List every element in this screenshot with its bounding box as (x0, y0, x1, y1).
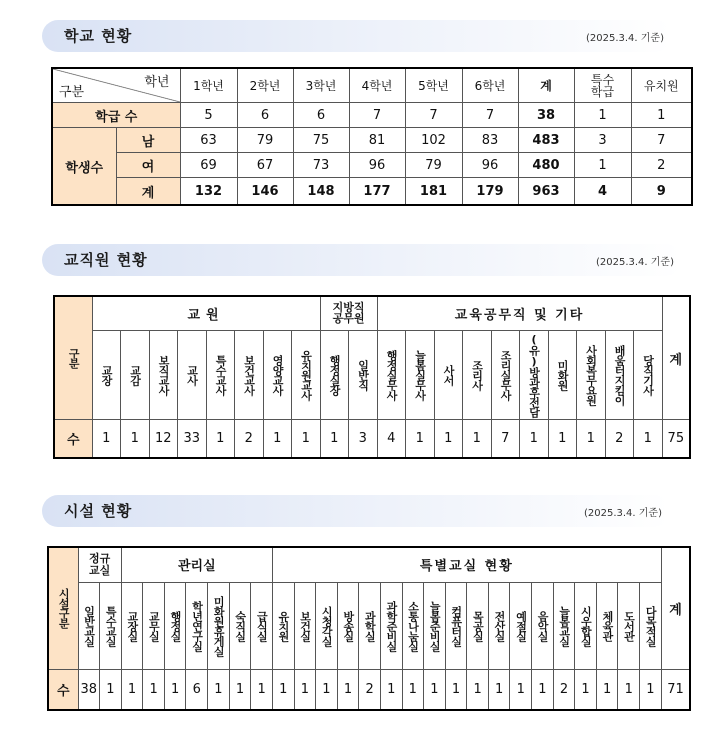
facility-value-cell: 1 (640, 669, 662, 710)
school-col-header: 특수 학급 (574, 68, 631, 103)
staff-col-header (548, 330, 577, 420)
student-cell: 7 (631, 128, 692, 153)
facility-col-header (402, 582, 424, 669)
facility-value-cell: 1 (121, 669, 143, 710)
staff-col-header (520, 330, 549, 420)
facility-total-cell: 71 (661, 669, 690, 710)
corner-grade-label: 학년 (144, 75, 170, 90)
facility-col-label: 급식실 (255, 610, 269, 641)
facility-category-cell (48, 547, 78, 669)
staff-col-header (377, 330, 406, 420)
staff-value-cell: 33 (178, 420, 207, 458)
staff-value-cell: 1 (520, 420, 549, 458)
school-section-banner (42, 20, 672, 52)
facility-section-title: 시설 현황 (64, 502, 133, 520)
facility-col-header (488, 582, 510, 669)
facility-col-label: 다목적실 (644, 605, 658, 646)
staff-col-header (92, 330, 121, 420)
student-total-cell: 4 (574, 178, 631, 205)
facility-col-header (143, 582, 165, 669)
class-count-cell: 7 (405, 103, 462, 128)
facility-section-date: (2025.3.4. 기준) (583, 508, 662, 519)
staff-value-cell: 1 (548, 420, 577, 458)
student-cell: 75 (293, 128, 349, 153)
staff-value-cell: 1 (92, 420, 121, 458)
school-table (51, 67, 693, 206)
facility-col-label: 과학실 (363, 610, 377, 641)
student-row-label: 계 (116, 178, 180, 205)
facility-col-label: 예절실 (514, 610, 528, 641)
facility-col-label: 시청각실 (320, 605, 334, 646)
staff-col-header (491, 330, 520, 420)
student-cell: 1 (574, 153, 631, 178)
student-cell: 83 (462, 128, 518, 153)
facility-col-header (251, 582, 273, 669)
facility-col-header (380, 582, 402, 669)
facility-value-cell: 2 (359, 669, 381, 710)
staff-value-cell: 1 (263, 420, 292, 458)
class-count-cell: 38 (518, 103, 574, 128)
facility-col-label: 방송실 (341, 610, 355, 641)
school-class-row (52, 103, 692, 128)
facility-col-header (208, 582, 230, 669)
staff-col-label: 행정실무사 (385, 349, 399, 400)
facility-value-cell: 1 (337, 669, 359, 710)
staff-col-label: 미화원 (556, 359, 570, 390)
facility-col-label: 행정실 (168, 610, 182, 641)
student-total-cell: 179 (462, 178, 518, 205)
staff-value-cell: 1 (121, 420, 150, 458)
staff-col-label: 행정실장 (328, 354, 342, 395)
school-header-row (52, 68, 692, 103)
facility-table (47, 546, 691, 711)
student-total-cell: 148 (293, 178, 349, 205)
staff-category-label: 구분 (67, 348, 81, 369)
staff-col-header (292, 330, 321, 420)
staff-col-label: 조리실무사 (499, 349, 513, 400)
facility-col-label: 전산실 (492, 610, 506, 641)
class-count-label: 학급 수 (52, 103, 180, 128)
facility-value-cell: 1 (294, 669, 316, 710)
student-cell: 483 (518, 128, 574, 153)
facility-col-header (121, 582, 143, 669)
staff-section-title: 교직원 현황 (64, 251, 148, 269)
facility-value-cell: 1 (208, 669, 230, 710)
staff-value-cell: 4 (377, 420, 406, 458)
facility-col-header (510, 582, 532, 669)
facility-value-cell: 1 (510, 669, 532, 710)
staff-value-cell: 1 (434, 420, 463, 458)
staff-col-header (320, 330, 349, 420)
staff-col-label: 유치원교사 (299, 349, 313, 400)
student-total-cell: 177 (349, 178, 405, 205)
facility-col-header (359, 582, 381, 669)
facility-value-cell: 1 (445, 669, 467, 710)
staff-value-cell: 1 (577, 420, 606, 458)
facility-col-header (337, 582, 359, 669)
staff-value-cell: 1 (292, 420, 321, 458)
facility-value-row (48, 669, 690, 710)
facility-col-header (294, 582, 316, 669)
class-count-cell: 7 (349, 103, 405, 128)
staff-value-cell: 1 (206, 420, 235, 458)
staff-col-header (406, 330, 435, 420)
student-cell: 63 (180, 128, 237, 153)
staff-section-date: (2025.3.4. 기준) (595, 257, 674, 268)
facility-value-cell: 1 (316, 669, 338, 710)
facility-col-label: 늘봄교실 (557, 605, 571, 646)
facility-col-label: 특수교실 (104, 605, 118, 646)
student-cell: 67 (237, 153, 293, 178)
facility-col-header (316, 582, 338, 669)
facility-col-header (532, 582, 554, 669)
facility-col-header (553, 582, 575, 669)
staff-col-header (206, 330, 235, 420)
staff-value-cell: 1 (320, 420, 349, 458)
staff-col-header (349, 330, 378, 420)
facility-value-cell: 1 (488, 669, 510, 710)
facility-value-cell: 1 (164, 669, 186, 710)
staff-col-label: 일반직 (356, 359, 370, 390)
staff-col-header (463, 330, 492, 420)
staff-col-header (121, 330, 150, 420)
staff-row-label: 수 (54, 420, 92, 458)
student-cell: 79 (237, 128, 293, 153)
student-total-cell: 132 (180, 178, 237, 205)
staff-group-teachers: 교원 (92, 296, 320, 330)
facility-col-label: 체육관 (600, 610, 614, 641)
staff-col-header (178, 330, 207, 420)
facility-category-label: 시설구분 (57, 588, 71, 629)
staff-col-label: 배움터지킴이 (613, 344, 627, 405)
staff-group-edu: 교육공무직 및 기타 (377, 296, 662, 330)
class-count-cell: 6 (237, 103, 293, 128)
facility-col-header (575, 582, 597, 669)
facility-col-header (229, 582, 251, 669)
student-total-cell: 146 (237, 178, 293, 205)
staff-group-local: 지방직 공무원 (320, 296, 377, 330)
facility-col-label: 음악실 (536, 610, 550, 641)
facility-col-label: 일반교실 (82, 605, 96, 646)
school-col-header: 유치원 (631, 68, 692, 103)
school-student-total-row (52, 178, 692, 205)
staff-col-label: 조리사 (470, 359, 484, 390)
staff-col-header (434, 330, 463, 420)
student-cell: 96 (349, 153, 405, 178)
staff-value-cell: 1 (634, 420, 663, 458)
class-count-cell: 6 (293, 103, 349, 128)
student-total-cell: 181 (405, 178, 462, 205)
staff-col-label: 늘봄실무사 (413, 349, 427, 400)
facility-col-header (424, 582, 446, 669)
staff-col-label: 사회복무요원 (584, 344, 598, 405)
school-col-header: 2학년 (237, 68, 293, 103)
facility-value-cell: 1 (251, 669, 273, 710)
facility-col-header (640, 582, 662, 669)
staff-value-cell: 2 (605, 420, 634, 458)
facility-col-label: 과학준비실 (384, 600, 398, 651)
facility-value-cell: 1 (532, 669, 554, 710)
student-cell: 102 (405, 128, 462, 153)
facility-value-cell: 1 (143, 669, 165, 710)
staff-col-header (263, 330, 292, 420)
facility-value-cell: 1 (596, 669, 618, 710)
student-row-label: 남 (116, 128, 180, 153)
class-count-cell: 1 (631, 103, 692, 128)
facility-col-header (445, 582, 467, 669)
facility-col-label: 미화원휴게실 (212, 595, 226, 656)
facility-col-header (78, 582, 100, 669)
facility-value-cell: 1 (229, 669, 251, 710)
facility-value-cell: 1 (575, 669, 597, 710)
staff-total-cell: 75 (662, 420, 690, 458)
facility-value-cell: 1 (467, 669, 489, 710)
staff-category-cell (54, 296, 92, 420)
facility-col-label: 숙직실 (233, 610, 247, 641)
school-corner-cell (52, 68, 180, 103)
staff-col-label: 사서 (442, 364, 456, 385)
facility-col-label: 교무실 (147, 610, 161, 641)
staff-col-label: 교사 (185, 364, 199, 385)
facility-value-cell: 38 (78, 669, 100, 710)
facility-group-regular: 정규 교실 (78, 547, 121, 582)
facility-total-header: 계 (661, 547, 690, 669)
facility-col-header (164, 582, 186, 669)
student-cell: 79 (405, 153, 462, 178)
school-section-title: 학교 현황 (64, 27, 133, 45)
staff-header-row (54, 330, 690, 420)
facility-col-label: 교장실 (125, 610, 139, 641)
staff-col-label: 영양교사 (271, 354, 285, 395)
staff-col-label: 당직기사 (641, 354, 655, 395)
class-count-cell: 1 (574, 103, 631, 128)
facility-value-cell: 1 (380, 669, 402, 710)
facility-value-cell: 1 (100, 669, 122, 710)
facility-col-label: 도서관 (622, 610, 636, 641)
staff-col-header (149, 330, 178, 420)
school-student-row (52, 128, 692, 153)
facility-section-banner (42, 495, 670, 527)
facility-col-header (596, 582, 618, 669)
student-cell: 69 (180, 153, 237, 178)
staff-value-cell: 1 (406, 420, 435, 458)
staff-value-cell: 1 (463, 420, 492, 458)
facility-col-label: 보건실 (298, 610, 312, 641)
school-col-header: 5학년 (405, 68, 462, 103)
facility-col-label: 유치원 (277, 610, 290, 641)
class-count-cell: 5 (180, 103, 237, 128)
facility-col-header (618, 582, 640, 669)
staff-value-cell: 7 (491, 420, 520, 458)
school-col-header: 4학년 (349, 68, 405, 103)
staff-col-header (605, 330, 634, 420)
staff-col-label: 특수교사 (214, 354, 228, 395)
facility-value-cell: 1 (618, 669, 640, 710)
facility-value-cell: 1 (424, 669, 446, 710)
staff-table (53, 295, 691, 459)
school-student-row (52, 153, 692, 178)
facility-col-label: 컴퓨터실 (449, 605, 463, 646)
facility-col-header (186, 582, 208, 669)
school-col-header: 1학년 (180, 68, 237, 103)
facility-group-special: 특별교실 현황 (272, 547, 661, 582)
student-total-cell: 963 (518, 178, 574, 205)
staff-col-label: 교감 (128, 364, 142, 385)
class-count-cell: 7 (462, 103, 518, 128)
facility-row-label: 수 (48, 669, 78, 710)
student-cell: 480 (518, 153, 574, 178)
facility-col-label: 학년연구실 (190, 600, 204, 651)
students-label: 학생수 (52, 128, 116, 205)
facility-col-label: 늘봄준비실 (428, 600, 442, 651)
staff-col-label: 보건교사 (242, 354, 256, 395)
school-col-header: 6학년 (462, 68, 518, 103)
facility-col-label: 목공실 (471, 610, 485, 641)
facility-col-label: 소통나눔실 (406, 600, 420, 651)
facility-header-row (48, 582, 690, 669)
staff-group-row (54, 296, 690, 330)
staff-col-header (634, 330, 663, 420)
school-col-header: 3학년 (293, 68, 349, 103)
staff-col-header (235, 330, 264, 420)
facility-value-cell: 6 (186, 669, 208, 710)
staff-value-cell: 12 (149, 420, 178, 458)
school-section-date: (2025.3.4. 기준) (585, 33, 664, 44)
staff-value-cell: 3 (349, 420, 378, 458)
facility-value-cell: 1 (402, 669, 424, 710)
facility-col-header (100, 582, 122, 669)
facility-col-header (467, 582, 489, 669)
facility-value-cell: 1 (272, 669, 294, 710)
school-col-header: 계 (518, 68, 574, 103)
staff-col-header (577, 330, 606, 420)
staff-col-label: (유)방과후전담 (527, 332, 541, 417)
student-cell: 96 (462, 153, 518, 178)
facility-col-label: 시우합실 (579, 605, 593, 646)
facility-group-admin: 관리실 (121, 547, 272, 582)
staff-col-label: 교장 (100, 364, 114, 385)
staff-value-row (54, 420, 690, 458)
student-cell: 81 (349, 128, 405, 153)
facility-group-row (48, 547, 690, 582)
staff-value-cell: 2 (235, 420, 264, 458)
student-cell: 73 (293, 153, 349, 178)
student-total-cell: 9 (631, 178, 692, 205)
staff-section-banner (42, 244, 682, 276)
facility-col-header (272, 582, 294, 669)
student-cell: 3 (574, 128, 631, 153)
staff-col-label: 보직교사 (157, 354, 171, 395)
student-cell: 2 (631, 153, 692, 178)
facility-value-cell: 2 (553, 669, 575, 710)
student-row-label: 여 (116, 153, 180, 178)
staff-total-header: 계 (662, 296, 690, 420)
corner-category-label: 구분 (59, 85, 85, 101)
